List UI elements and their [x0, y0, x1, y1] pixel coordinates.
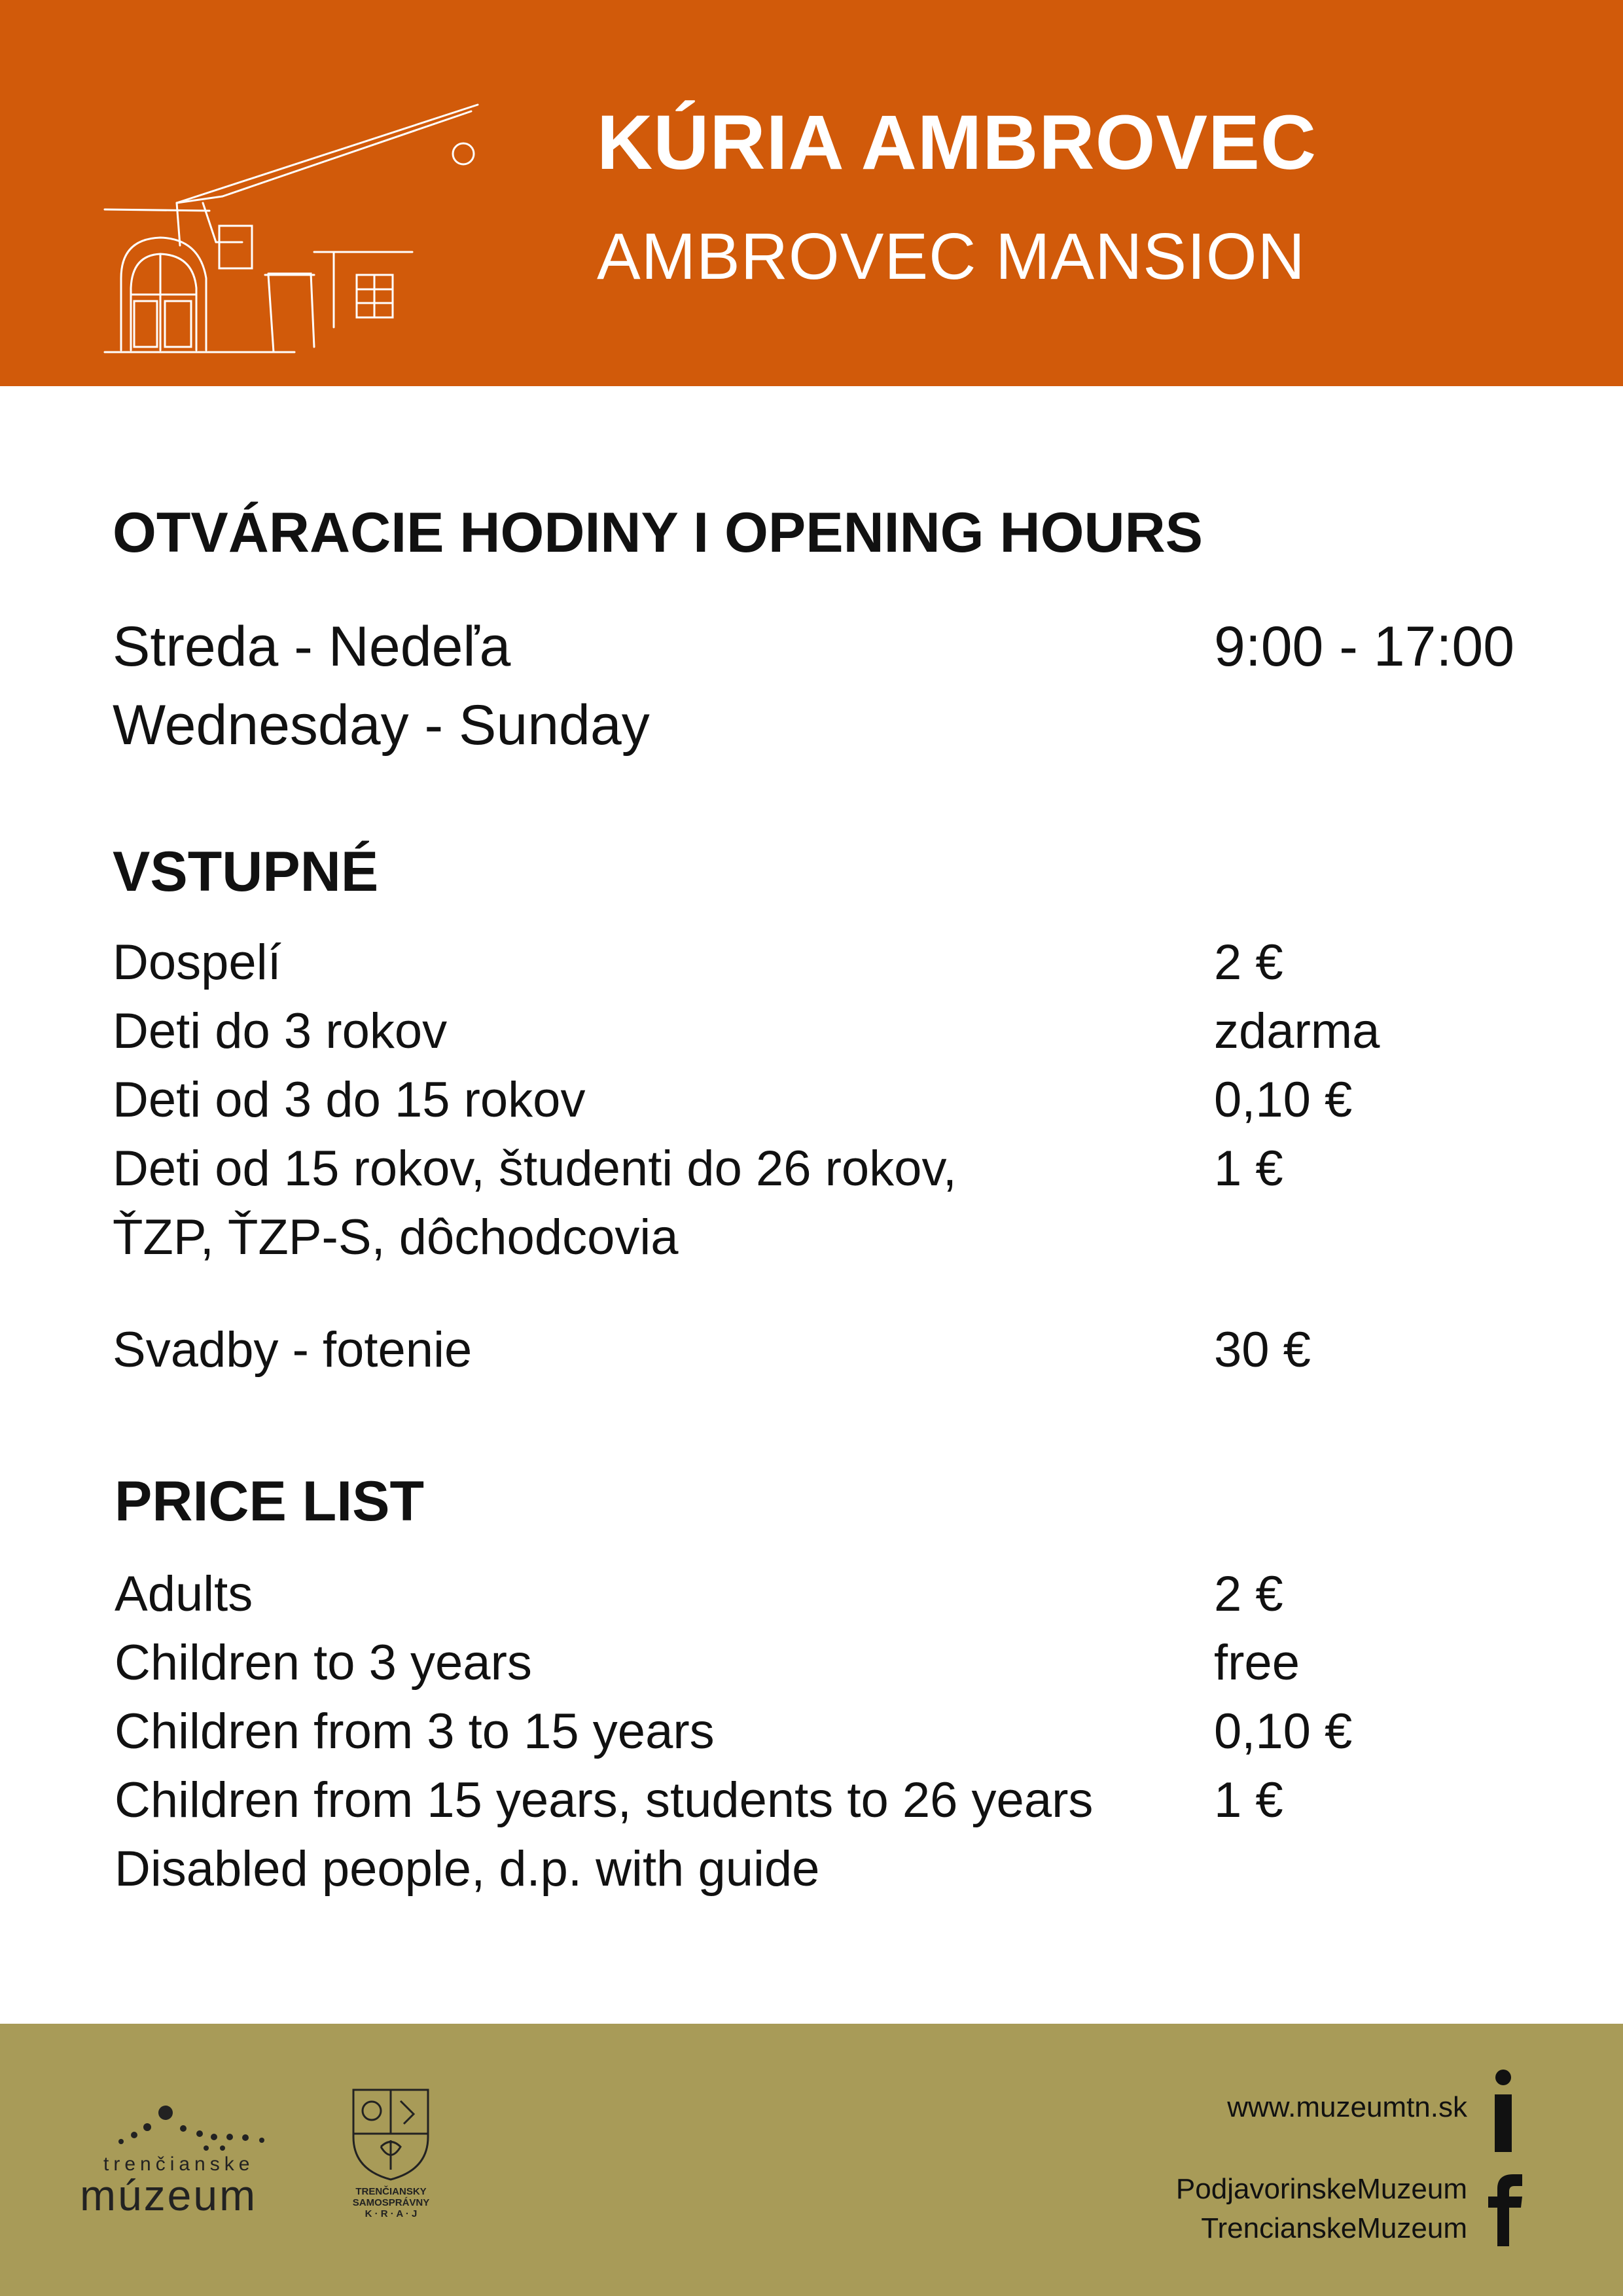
price-row-label: Children from 3 to 15 years [115, 1704, 715, 1759]
vstupne-row-label: Deti do 3 rokov [113, 1003, 448, 1059]
vstupne-row-value: 0,10 € [1214, 1072, 1353, 1128]
vstupne-row-label: Dospelí [113, 935, 281, 990]
header-banner [0, 0, 1623, 386]
vstupne-row-label: Deti od 3 do 15 rokov [113, 1072, 586, 1128]
vstupne-row-label: Svadby - fotenie [113, 1322, 473, 1378]
museum-logo-small-text: trenčianske [103, 2153, 255, 2175]
price-row-value: 1 € [1214, 1772, 1283, 1828]
vstupne-row-value: 30 € [1214, 1322, 1311, 1378]
crest-caption-line: SAMOSPRÁVNY [352, 2197, 430, 2208]
price-row-value: 2 € [1214, 1566, 1283, 1622]
price-list-heading: PRICE LIST [115, 1470, 425, 1533]
opening-hours-heading: OTVÁRACIE HODINY I OPENING HOURS [113, 501, 1204, 564]
price-row-label: Children to 3 years [115, 1635, 532, 1691]
facebook-link-podjavorinske[interactable]: PodjavorinskeMuzeum [1175, 2173, 1467, 2205]
crest-caption [337, 2186, 445, 2219]
info-icon [1487, 2068, 1520, 2153]
vstupne-row-value: 1 € [1214, 1141, 1283, 1196]
opening-time: 9:00 - 17:00 [1214, 615, 1515, 678]
vstupne-row-label: ŤZP, ŤZP-S, dôchodcovia [113, 1210, 679, 1265]
price-row-label: Children from 15 years, students to 26 years [115, 1772, 1094, 1828]
museum-logo-big-text: múzeum [80, 2171, 258, 2219]
facebook-icon [1484, 2172, 1524, 2246]
vstupne-row-value: 2 € [1214, 935, 1283, 990]
price-row-label: Disabled people, d.p. with guide [115, 1841, 820, 1897]
opening-days-sk: Streda - Nedeľa [113, 615, 511, 678]
price-row-value: free [1214, 1635, 1300, 1691]
house-sketch-icon [98, 98, 484, 353]
website-link[interactable]: www.muzeumtn.sk [1227, 2091, 1467, 2123]
price-row-value: 0,10 € [1214, 1704, 1353, 1759]
crest-caption-line: K · R · A · J [365, 2208, 418, 2219]
page-title: KÚRIA AMBROVEC [597, 99, 1317, 186]
opening-days-en: Wednesday - Sunday [113, 694, 650, 757]
facebook-link-trencianske[interactable]: TrencianskeMuzeum [1201, 2212, 1467, 2244]
page-subtitle: AMBROVEC MANSION [597, 220, 1306, 293]
price-row-label: Adults [115, 1566, 253, 1622]
crest-caption-line: TRENČIANSKY [355, 2186, 427, 2197]
vstupne-heading: VSTUPNÉ [113, 840, 379, 903]
vstupne-row-value: zdarma [1214, 1003, 1380, 1059]
coat-of-arms-icon [348, 2085, 433, 2183]
vstupne-row-label: Deti od 15 rokov, študenti do 26 rokov, [113, 1141, 957, 1196]
